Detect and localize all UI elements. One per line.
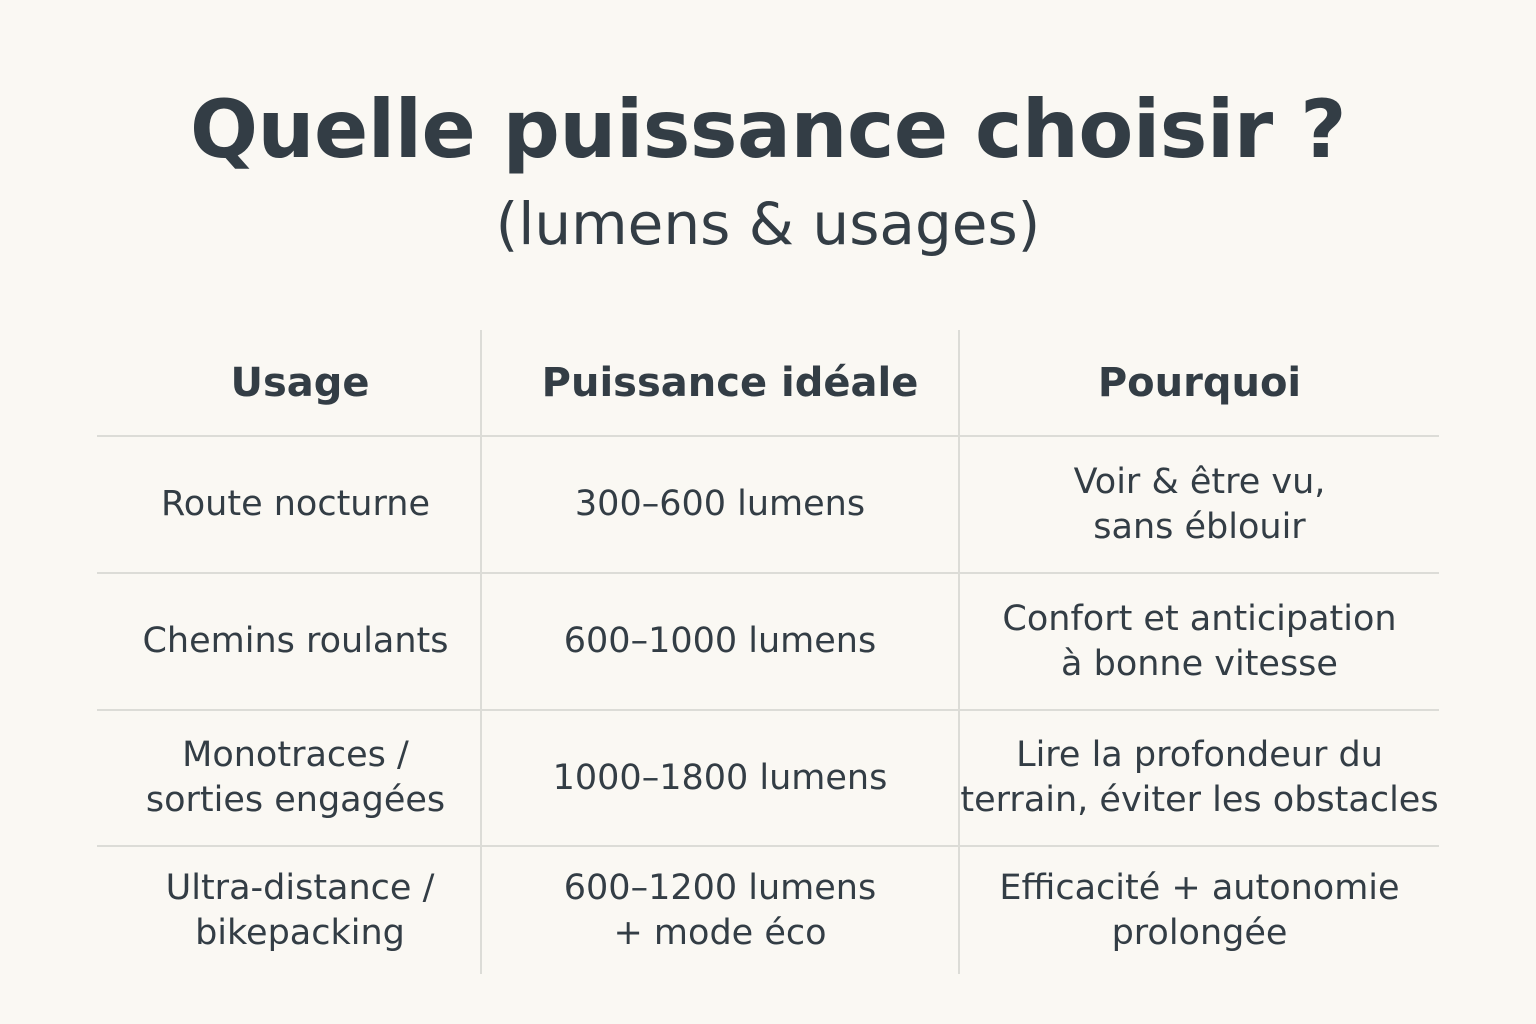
table-cell-pourquoi: Efficacité + autonomie prolongée <box>999 867 1400 953</box>
table-cell-puissance: 600–1000 lumens <box>563 621 877 661</box>
table-cell-puissance: 600–1200 lumens + mode éco <box>563 867 877 953</box>
table-cell-usage: Chemins roulants <box>142 621 449 661</box>
header-usage: Usage <box>230 360 370 406</box>
table-cell-usage: Ultra-distance / bikepacking <box>165 867 435 953</box>
header-puissance: Puissance idéale <box>541 360 919 406</box>
table-cell-pourquoi: Confort et anticipation à bonne vitesse <box>1002 598 1397 684</box>
page-subtitle: (lumens & usages) <box>495 190 1041 258</box>
header-pourquoi: Pourquoi <box>1097 360 1302 406</box>
lumens-table <box>97 330 1439 974</box>
table-cell-puissance: 1000–1800 lumens <box>552 757 888 798</box>
table-cell-usage: Route nocturne <box>161 484 430 524</box>
table-cell-pourquoi: Voir & être vu, sans éblouir <box>1073 461 1326 547</box>
table-cell-puissance: 300–600 lumens <box>574 484 866 524</box>
table-cell-usage: Monotraces / sorties engagées <box>145 735 446 820</box>
page-title: Quelle puissance choisir ? <box>189 83 1347 176</box>
table-cell-pourquoi: Lire la profondeur du terrain, éviter les obstacles <box>960 735 1439 820</box>
